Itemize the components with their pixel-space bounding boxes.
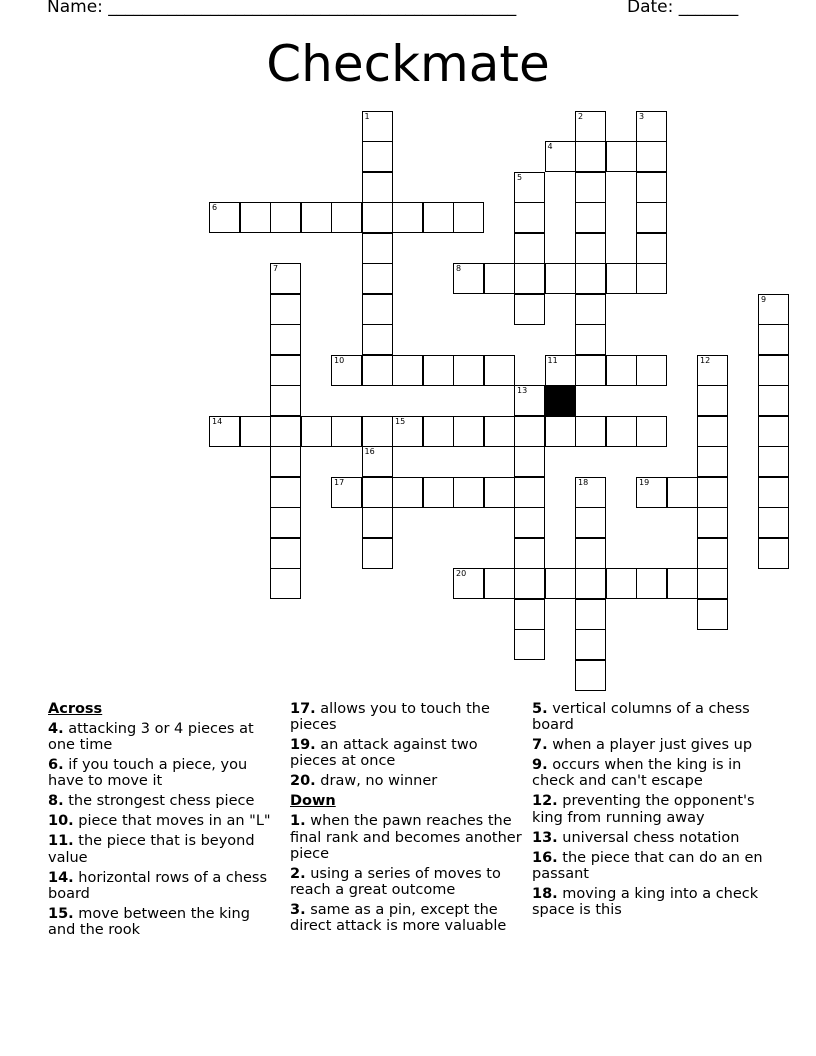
down-clue: [532, 793, 772, 825]
clue-number: 15: [395, 416, 406, 426]
clue-number: 1: [364, 111, 370, 121]
grid-cell[interactable]: [270, 477, 301, 508]
grid-cell[interactable]: [758, 385, 789, 416]
grid-cell[interactable]: [331, 416, 362, 447]
grid-cell[interactable]: [606, 416, 637, 447]
grid-cell[interactable]: [453, 568, 484, 599]
clue-text: the piece that is beyond value: [48, 833, 255, 866]
grid-cell[interactable]: [514, 385, 545, 416]
grid-cell[interactable]: [270, 355, 301, 386]
grid-cell[interactable]: [514, 202, 545, 233]
clue-column-3: [532, 701, 772, 922]
clue-text: if you touch a piece, you have to move it: [48, 757, 248, 790]
grid-cell[interactable]: [758, 538, 789, 569]
grid-cell[interactable]: [514, 538, 545, 569]
grid-cell[interactable]: [362, 507, 393, 538]
clue-label: 10.: [48, 813, 74, 830]
clue-label: 6.: [48, 757, 64, 774]
grid-cell[interactable]: [362, 324, 393, 355]
grid-cell[interactable]: [697, 538, 728, 569]
grid-cell[interactable]: [606, 568, 637, 599]
grid-cell[interactable]: [362, 172, 393, 203]
grid-cell[interactable]: [697, 599, 728, 630]
grid-cell[interactable]: [545, 416, 576, 447]
grid-cell[interactable]: [484, 477, 515, 508]
across-clue: [48, 833, 280, 865]
grid-cell[interactable]: [758, 446, 789, 477]
grid-cell[interactable]: [697, 477, 728, 508]
grid-cell[interactable]: [484, 568, 515, 599]
grid-cell[interactable]: [636, 355, 667, 386]
grid-cell[interactable]: [545, 141, 576, 172]
across-clue: [48, 721, 280, 753]
clue-text: the strongest chess piece: [68, 793, 255, 810]
grid-cell[interactable]: [697, 385, 728, 416]
clue-number: 10: [334, 355, 345, 365]
across-clue: [290, 773, 526, 789]
grid-cell[interactable]: [484, 416, 515, 447]
grid-cell[interactable]: [331, 477, 362, 508]
clue-text: vertical columns of a chess board: [532, 701, 750, 734]
clue-text: piece that moves in an "L": [78, 813, 271, 830]
clue-label: 7.: [532, 737, 548, 754]
clue-text: same as a pin, except the direct attack is more valuable: [290, 902, 507, 935]
grid-cell[interactable]: [758, 477, 789, 508]
grid-cell[interactable]: [758, 355, 789, 386]
clue-text: move between the king and the rook: [48, 905, 250, 939]
down-heading: Down: [290, 793, 336, 810]
grid-cell[interactable]: [270, 507, 301, 538]
clue-number: 13: [517, 386, 528, 395]
grid-cell[interactable]: [697, 568, 728, 599]
across-clue: [48, 793, 280, 809]
clue-label: 4.: [48, 721, 64, 737]
grid-cell[interactable]: [270, 446, 301, 477]
grid-cell[interactable]: [575, 599, 606, 630]
clue-text: the piece that can do an en passant: [532, 849, 763, 882]
grid-cell[interactable]: [362, 202, 393, 233]
grid-cell[interactable]: [331, 202, 362, 233]
grid-cell[interactable]: [270, 385, 301, 416]
grid-cell[interactable]: [758, 416, 789, 447]
grid-cell[interactable]: [606, 141, 637, 172]
grid-cell[interactable]: [270, 538, 301, 569]
grid-cell[interactable]: [423, 416, 454, 447]
clue-text: attacking 3 or 4 pieces at one time: [48, 721, 254, 754]
down-clue: [532, 701, 772, 733]
grid-cell[interactable]: [575, 568, 606, 599]
grid-cell[interactable]: [545, 568, 576, 599]
clue-number: 2: [578, 111, 584, 121]
grid-cell[interactable]: [453, 355, 484, 386]
clue-number: 20: [456, 569, 467, 578]
clue-text: universal chess notation: [562, 829, 740, 846]
grid-cell[interactable]: [362, 263, 393, 294]
grid-cell[interactable]: [362, 416, 393, 447]
clue-label: 16.: [532, 849, 558, 866]
grid-cell[interactable]: [514, 629, 545, 660]
grid-cell[interactable]: [575, 294, 606, 325]
grid-cell[interactable]: [301, 202, 332, 233]
grid-cell[interactable]: [575, 416, 606, 447]
grid-cell[interactable]: [575, 629, 606, 660]
down-clue: [290, 902, 526, 934]
grid-cell[interactable]: [575, 355, 606, 386]
grid-cell[interactable]: [575, 324, 606, 355]
down-clue: [532, 886, 772, 918]
grid-cell[interactable]: [514, 233, 545, 264]
down-clue: [532, 850, 772, 882]
down-clue: [532, 737, 772, 753]
grid-cell[interactable]: [636, 568, 667, 599]
grid-cell[interactable]: [453, 477, 484, 508]
grid-cell[interactable]: [575, 477, 606, 508]
grid-cell[interactable]: [575, 141, 606, 172]
clue-label: 3.: [290, 902, 306, 919]
clue-number: 5: [517, 172, 523, 182]
grid-cell[interactable]: [575, 263, 606, 294]
clue-label: 15.: [48, 905, 74, 922]
grid-cell[interactable]: [575, 538, 606, 569]
grid-cell[interactable]: [362, 233, 393, 264]
grid-cell[interactable]: [362, 355, 393, 386]
clue-text: draw, no winner: [320, 773, 438, 790]
grid-cell[interactable]: [392, 202, 423, 233]
clue-label: 13.: [532, 829, 558, 846]
clue-label: 2.: [290, 865, 306, 882]
grid-cell[interactable]: [209, 202, 240, 233]
grid-cell[interactable]: [209, 416, 240, 447]
clue-label: 1.: [290, 813, 306, 830]
grid-cell[interactable]: [758, 507, 789, 538]
clue-text: allows you to touch the pieces: [290, 701, 490, 734]
grid-cell[interactable]: [545, 355, 576, 386]
clue-text: moving a king into a check space is this: [532, 885, 759, 919]
clue-label: 8.: [48, 793, 64, 810]
grid-block: [545, 385, 576, 416]
grid-cell[interactable]: [667, 568, 698, 599]
grid-cell[interactable]: [270, 294, 301, 325]
across-clue: [48, 870, 280, 902]
grid-cell[interactable]: [575, 507, 606, 538]
grid-cell[interactable]: [362, 111, 393, 142]
clue-number: 7: [273, 264, 279, 273]
grid-cell[interactable]: [484, 263, 515, 294]
across-clue: [290, 701, 526, 733]
grid-cell[interactable]: [270, 416, 301, 447]
grid-cell[interactable]: [758, 324, 789, 355]
across-clue: [48, 757, 280, 789]
grid-cell[interactable]: [362, 477, 393, 508]
grid-cell[interactable]: [575, 202, 606, 233]
grid-cell[interactable]: [453, 202, 484, 233]
clue-label: 17.: [290, 701, 316, 717]
grid-cell[interactable]: [392, 416, 423, 447]
clue-label: 12.: [532, 793, 558, 810]
across-clue: [48, 813, 280, 829]
grid-cell[interactable]: [697, 507, 728, 538]
clue-column-1: [48, 701, 280, 942]
clue-column-2: [290, 701, 526, 938]
clue-text: occurs when the king is in check and can't escape: [532, 757, 742, 790]
clue-label: 5.: [532, 701, 548, 717]
across-clue: [48, 906, 280, 938]
grid-cell[interactable]: [514, 507, 545, 538]
clue-label: 9.: [532, 757, 548, 774]
grid-cell[interactable]: [575, 172, 606, 203]
clue-number: 17: [334, 477, 345, 487]
grid-cell[interactable]: [606, 355, 637, 386]
grid-cell[interactable]: [423, 355, 454, 386]
grid-cell[interactable]: [636, 416, 667, 447]
clue-number: 3: [639, 111, 645, 121]
grid-cell[interactable]: [636, 477, 667, 508]
clue-number: 6: [212, 203, 218, 212]
grid-cell[interactable]: [453, 416, 484, 447]
grid-cell[interactable]: [453, 263, 484, 294]
grid-cell[interactable]: [697, 446, 728, 477]
down-clue: [290, 813, 526, 862]
grid-cell[interactable]: [301, 416, 332, 447]
across-heading: Across: [48, 701, 103, 717]
grid-cell[interactable]: [392, 355, 423, 386]
down-clue: [532, 830, 772, 846]
clue-number: 12: [700, 355, 711, 365]
clue-label: 11.: [48, 833, 74, 850]
name-label: Name:: [47, 0, 103, 17]
grid-cell[interactable]: [514, 568, 545, 599]
name-line[interactable]: ________________________________________________: [108, 0, 517, 17]
grid-cell[interactable]: [514, 446, 545, 477]
clue-label: 14.: [48, 869, 74, 886]
down-clue: [532, 757, 772, 789]
grid-cell[interactable]: [514, 416, 545, 447]
grid-cell[interactable]: [331, 355, 362, 386]
clue-number: 18: [578, 477, 589, 487]
grid-cell[interactable]: [636, 202, 667, 233]
grid-cell[interactable]: [697, 416, 728, 447]
page-title: Checkmate: [266, 35, 550, 93]
grid-cell[interactable]: [240, 416, 271, 447]
clue-number: 14: [212, 416, 223, 426]
grid-cell[interactable]: [423, 477, 454, 508]
clue-number: 8: [456, 264, 462, 273]
date-line[interactable]: _______: [678, 0, 739, 17]
clue-label: 20.: [290, 773, 316, 790]
grid-cell[interactable]: [758, 294, 789, 325]
grid-cell[interactable]: [362, 141, 393, 172]
grid-cell[interactable]: [270, 324, 301, 355]
grid-cell[interactable]: [636, 233, 667, 264]
grid-cell[interactable]: [392, 477, 423, 508]
grid-cell[interactable]: [636, 141, 667, 172]
clue-text: using a series of moves to reach a great outcome: [290, 865, 501, 899]
grid-cell[interactable]: [362, 446, 393, 477]
clue-label: 19.: [290, 737, 316, 754]
grid-cell[interactable]: [514, 294, 545, 325]
grid-cell[interactable]: [362, 538, 393, 569]
grid-cell[interactable]: [667, 477, 698, 508]
grid-cell[interactable]: [514, 477, 545, 508]
date-label: Date:: [627, 0, 674, 17]
grid-cell[interactable]: [575, 660, 606, 691]
grid-cell[interactable]: [270, 568, 301, 599]
grid-cell[interactable]: [270, 202, 301, 233]
clue-label: 18.: [532, 885, 558, 902]
clue-number: 9: [761, 294, 767, 304]
grid-cell[interactable]: [606, 263, 637, 294]
grid-cell[interactable]: [514, 172, 545, 203]
grid-cell[interactable]: [240, 202, 271, 233]
grid-cell[interactable]: [545, 263, 576, 294]
grid-cell[interactable]: [697, 355, 728, 386]
clue-text: horizontal rows of a chess board: [48, 869, 268, 902]
grid-cell[interactable]: [514, 263, 545, 294]
clue-text: preventing the opponent's king from running away: [532, 793, 755, 826]
grid-cell[interactable]: [484, 355, 515, 386]
grid-cell[interactable]: [636, 172, 667, 203]
grid-cell[interactable]: [575, 233, 606, 264]
grid-cell[interactable]: [270, 263, 301, 294]
clue-text: an attack against two pieces at once: [290, 737, 478, 770]
clue-text: when a player just gives up: [552, 737, 753, 754]
grid-cell[interactable]: [362, 294, 393, 325]
grid-cell[interactable]: [423, 202, 454, 233]
grid-cell[interactable]: [636, 263, 667, 294]
down-clue: [290, 866, 526, 898]
clue-text: when the pawn reaches the final rank and becomes another piece: [290, 813, 522, 862]
clue-number: 4: [547, 142, 553, 151]
clue-number: 19: [639, 477, 650, 487]
across-clue: [290, 737, 526, 769]
grid-cell[interactable]: [514, 599, 545, 630]
grid-cell[interactable]: [575, 111, 606, 142]
grid-cell[interactable]: [636, 111, 667, 142]
clue-number: 11: [547, 355, 558, 365]
clue-number: 16: [364, 447, 375, 456]
